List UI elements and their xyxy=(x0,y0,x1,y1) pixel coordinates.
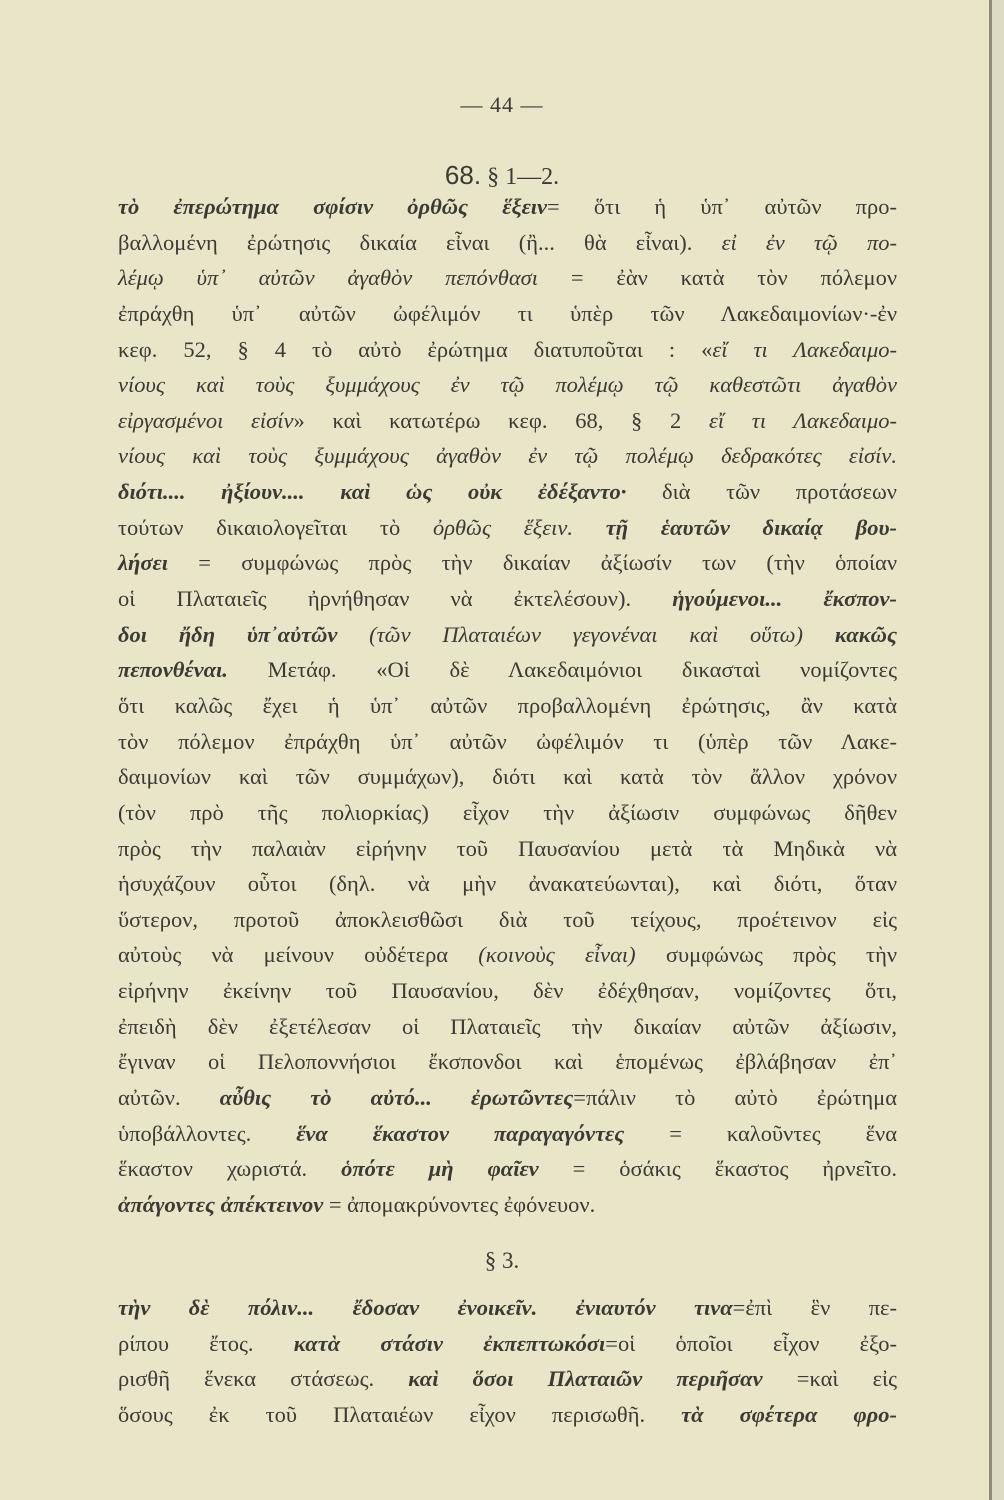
gloss-text: συμφώνως πρὸς τὴν xyxy=(635,942,898,968)
text-line xyxy=(118,225,897,261)
gloss-text: = καλοῦντες ἕνα xyxy=(624,1120,897,1146)
gloss-text xyxy=(573,515,606,540)
text-line xyxy=(118,866,897,902)
quoted-text: νίους καὶ τοὺς ξυμμάχους ἀγαθὸν ἐν τῷ πολέμῳ δεδρακότες εἰσίν. xyxy=(118,443,897,469)
gloss-text: » καὶ κατωτέρω κεφ. 68, § 2 xyxy=(293,407,709,433)
gloss-text: = ὁσάκις ἕκαστος ἠρνεῖτο. xyxy=(538,1156,897,1182)
text-line xyxy=(118,937,897,973)
chapter-sections: § 1—2. xyxy=(487,164,560,190)
lemma-text: κακῶς xyxy=(834,621,897,647)
gloss-text: = ἐὰν κατὰ τὸν πόλεμον xyxy=(537,265,898,291)
text-line xyxy=(118,1361,897,1397)
gloss-text: ἡσυχάζουν οὗτοι (δηλ. νὰ μὴν ἀνακατεύωνται), καὶ διότι, ὅταν xyxy=(118,871,897,897)
gloss-text: αὐτῶν. xyxy=(118,1085,220,1111)
gloss-text: ἕκαστον χωριστά. xyxy=(118,1156,342,1182)
text-line xyxy=(118,545,897,581)
gloss-text: εἰρήνην ἐκείνην τοῦ Παυσανίου, δὲν ἐδέχθησαν, νομίζοντες ὅτι, xyxy=(118,978,897,1004)
text-line xyxy=(118,688,897,724)
gloss-text: ὅτι καλῶς ἔχει ἡ ὑπ᾽ αὐτῶν προβαλλομένη ἐρώτησις, ἂν κατὰ xyxy=(118,692,897,718)
gloss-text: οἱ Πλαταιεῖς ἠρνήθησαν νὰ ἐκτελέσουν). xyxy=(118,586,673,612)
quoted-text: νίους καὶ τοὺς ξυμμάχους ἐν τῷ πολέμῳ τῷ καθεστῶτι ἀγαθὸν xyxy=(118,372,897,398)
gloss-text xyxy=(337,622,369,647)
lemma-text: πεπονθέναι. xyxy=(118,657,228,683)
lemma-text: κατὰ στάσιν ἐκπεπτωκόσι xyxy=(293,1330,606,1356)
quoted-text: εἰ ἐν τῷ πο- xyxy=(721,229,897,255)
lemma-text: τῇ ἑαυτῶν δικαίᾳ βου- xyxy=(605,514,897,540)
text-line xyxy=(118,367,897,403)
text-line xyxy=(118,438,897,474)
gloss-text: ἐπειδὴ δὲν ἐξετέλεσαν οἱ Πλαταιεῖς τὴν δικαίαν αὐτῶν ἀξίωσιν, xyxy=(118,1013,897,1039)
text-line xyxy=(118,189,897,225)
gloss-text: τὸν πόλεμον ἐπράχθη ὑπ᾽ αὐτῶν ὠφέλιμόν τι (ὑπὲρ τῶν Λακε- xyxy=(118,728,897,754)
text-line xyxy=(118,724,897,760)
text-line xyxy=(118,652,897,688)
lemma-text: τὸ ἐπερώτημα σφίσιν ὀρθῶς ἕξειν xyxy=(118,194,548,219)
lemma-text: διότι.... ἠξίουν.... καὶ ὡς οὐκ ἐδέξαντο· xyxy=(118,479,627,505)
gloss-text: Μετάφ. «Οἱ δὲ Λακεδαιμόνιοι δικασταὶ νομίζοντες xyxy=(227,657,897,683)
lemma-text: δοι ἤδη ὑπ᾽αὐτῶν xyxy=(118,621,338,647)
text-line xyxy=(118,260,897,296)
text-line xyxy=(118,759,897,795)
text-line xyxy=(118,1151,897,1187)
quoted-text: (κοινοὺς εἶναι) xyxy=(478,942,636,968)
gloss-text: =οἱ ὁποῖοι εἶχον ἐξο- xyxy=(605,1330,897,1356)
gloss-text: πρὸς τὴν παλαιὰν εἰρήνην τοῦ Παυσανίου μετὰ τὰ Μηδικὰ νὰ xyxy=(118,835,897,861)
lemma-text: ἕνα ἕκαστον παραγαγόντες xyxy=(296,1120,625,1146)
gloss-text: τούτων δικαιολογεῖται τὸ xyxy=(118,514,433,540)
commentary-section-3 xyxy=(118,1290,897,1433)
gloss-text xyxy=(803,622,835,647)
lemma-text: λήσει xyxy=(118,550,168,576)
lemma-text: τὰ σφέτερα φρο- xyxy=(681,1401,898,1427)
gloss-text: ἐπράχθη ὑπ᾽ αὐτῶν ὠφέλιμόν τι ὑπὲρ τῶν Λακεδαιμονίων·-ἐν xyxy=(118,300,897,326)
text-line xyxy=(118,1116,897,1152)
lemma-text: τὴν δὲ πόλιν... ἔδοσαν ἐνοικεῖν. ἐνιαυτόν τινα xyxy=(118,1295,733,1320)
text-line xyxy=(118,1290,897,1326)
quoted-text: λέμῳ ὑπ᾽ αὐτῶν ἀγαθὸν πεπόνθασι xyxy=(118,265,538,291)
text-line xyxy=(118,973,897,1009)
gloss-text: =πάλιν τὸ αὐτὸ ἐρώτημα xyxy=(573,1085,897,1111)
chapter-number: 68. xyxy=(444,160,482,190)
text-line xyxy=(118,1397,897,1433)
gloss-text: ρισθῆ ἕνεκα στάσεως. xyxy=(118,1366,409,1392)
gloss-text: δαιμονίων καὶ τῶν συμμάχων), διότι καὶ κατὰ τὸν ἄλλον χρόνον xyxy=(118,764,897,790)
text-line xyxy=(118,510,897,546)
text-line xyxy=(118,1009,897,1045)
chapter-heading xyxy=(0,160,1004,191)
quoted-text: (τῶν Πλαταιέων γεγονέναι καὶ οὕτω) xyxy=(369,621,804,647)
gloss-text: = ὅτι ἡ ὑπ᾽ αὐτῶν προ- xyxy=(547,194,897,219)
gloss-text: ἔγιναν οἱ Πελοποννήσιοι ἔκσπονδοι καὶ ἑπομένως ἐβλάβησαν ἐπ᾽ xyxy=(118,1049,897,1075)
quoted-text: εἴ τι Λακεδαιμο- xyxy=(712,336,897,362)
text-line xyxy=(118,617,897,653)
page-number: — 44 — xyxy=(460,92,544,117)
quoted-text: εἴ τι Λακεδαιμο- xyxy=(708,407,898,433)
lemma-text: αὖθις τὸ αὐτό... ἐρωτῶντες xyxy=(219,1085,574,1111)
quoted-text: ὀρθῶς ἕξειν. xyxy=(432,514,574,540)
text-line xyxy=(118,902,897,938)
gloss-text: ὕστερον, προτοῦ ἀποκλεισθῶσι διὰ τοῦ τείχους, προέτεινον εἰς xyxy=(118,906,897,932)
text-line xyxy=(118,403,897,439)
lemma-text: ὁπότε μὴ φαῖεν xyxy=(341,1156,539,1182)
text-line xyxy=(118,1080,897,1116)
gloss-text: = συμφώνως πρὸς τὴν δικαίαν ἀξίωσίν των (τὴν ὁποίαν xyxy=(167,550,897,576)
commentary-sections-1-2 xyxy=(118,189,897,1223)
gloss-text: ὅσους ἐκ τοῦ Πλαταιέων εἶχον περισωθῆ. xyxy=(118,1401,682,1427)
gloss-text: = ἀπομακρύνοντες ἐφόνευον. xyxy=(323,1191,596,1217)
gloss-text: ρίπου ἔτος. xyxy=(118,1330,294,1356)
text-line xyxy=(118,296,897,332)
gloss-text: αὐτοὺς νὰ μείνουν οὐδέτερα xyxy=(118,942,479,968)
lemma-text: ἡγούμενοι... ἔκσπον- xyxy=(672,586,897,612)
lemma-text: ἀπάγοντες ἀπέκτεινον xyxy=(118,1191,324,1217)
gloss-text: βαλλομένη ἐρώτησις δικαία εἶναι (ἢ... θὰ εἶναι). xyxy=(118,229,722,255)
gloss-text: διὰ τῶν προτάσεων xyxy=(626,479,897,505)
text-line xyxy=(118,474,897,510)
gloss-text: (τὸν πρὸ τῆς πολιορκίας) εἶχον τὴν ἀξίωσιν συμφώνως δῆθεν xyxy=(118,799,897,825)
text-line xyxy=(118,1187,897,1223)
gloss-text: ὑποβάλλοντες. xyxy=(118,1120,297,1146)
next-page-strip xyxy=(992,0,1004,1500)
text-line xyxy=(118,831,897,867)
gloss-text: =ἐπὶ ἓν πε- xyxy=(732,1295,897,1320)
text-line xyxy=(118,1326,897,1362)
text-line xyxy=(118,795,897,831)
gloss-text: κεφ. 52, § 4 τὸ αὐτὸ ἐρώτημα διατυποῦται : « xyxy=(118,336,713,362)
lemma-text: καὶ ὅσοι Πλαταιῶν περιῆσαν xyxy=(408,1366,763,1392)
text-line xyxy=(118,1044,897,1080)
text-line xyxy=(118,332,897,368)
text-line xyxy=(118,581,897,617)
quoted-text: εἰργασμένοι εἰσίν xyxy=(118,407,294,433)
gloss-text: =καὶ εἰς xyxy=(762,1366,897,1392)
section-3-heading: § 3. xyxy=(484,1248,520,1273)
